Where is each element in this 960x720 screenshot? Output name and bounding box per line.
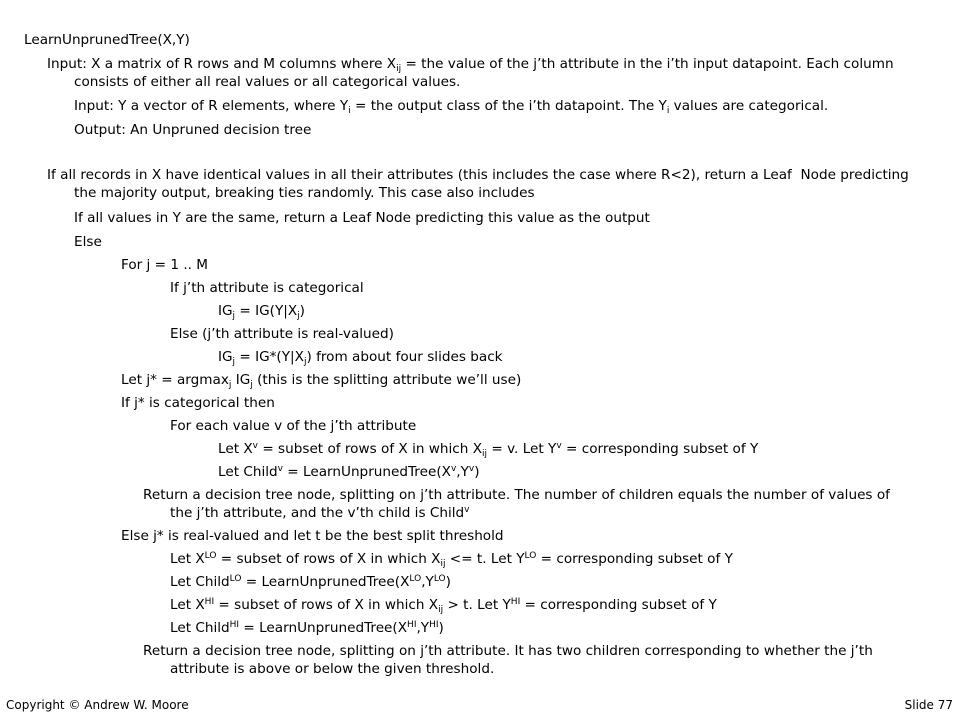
for-loop-line: For j = 1 .. M bbox=[121, 257, 209, 273]
ig-categorical-line: $IG_j = IG(Y|X_j)$ bbox=[218, 303, 305, 321]
subset-xlo-line: Let $X^{LO}$ = subset of rows of X in which $X_{ij} <= t$. Let $Y^{LO}$ = corresponding subset of Y bbox=[170, 551, 733, 569]
output-description: Output: An Unpruned decision tree bbox=[74, 122, 312, 138]
subset-xhi-line: Let $X^{HI}$ = subset of rows of X in which $X_{ij} > t$. Let $Y^{HI}$ = corresponding subset of Y bbox=[170, 597, 717, 615]
slide-number: Slide 77 bbox=[904, 698, 953, 712]
categorical-then-line: If j* is categorical then bbox=[121, 395, 275, 411]
input-y-description: Input: Y a vector of R elements, where $Y_i$ = the output class of the i’th datapoint. The $Y_i$ values are categorical. bbox=[74, 98, 829, 116]
identical-records-case: If all records in X have identical values in all their attributes (this includes the case where R<2), return a Leaf Node predicting the majority output, breaking ties randomly. This case also includes bbox=[47, 167, 909, 201]
argmax-line: Let j* = argmax$_j$ $IG_j$ (this is the splitting attribute we’ll use) bbox=[121, 372, 522, 390]
child-hi-line: Let Child$^{HI}$ = $LearnUnprunedTree(X^{HI},Y^{HI})$ bbox=[170, 620, 444, 636]
subset-xv-line: Let $X^v$ = subset of rows of X in which $X_{ij} = v$. Let $Y^v$ = corresponding subset of Y bbox=[218, 441, 759, 459]
copyright-footer: Copyright © Andrew W. Moore bbox=[6, 698, 189, 712]
pseudocode-title: LearnUnprunedTree(X,Y) bbox=[24, 32, 190, 48]
same-output-case: If all values in Y are the same, return a Leaf Node predicting this value as the output bbox=[74, 210, 650, 226]
ig-real-line: $IG_j = IG*(Y|X_j)$ from about four slides back bbox=[218, 349, 503, 367]
real-valued-check-line: Else (j’th attribute is real-valued) bbox=[170, 326, 394, 342]
return-real-node: Return a decision tree node, splitting on j’th attribute. It has two children corresponding to whether the j’th attribute is above or below the given threshold. bbox=[143, 643, 873, 677]
real-valued-else-line: Else j* is real-valued and let t be the best split threshold bbox=[121, 528, 504, 544]
input-x-description: Input: X a matrix of R rows and M columns where $X_{ij}$ = the value of the j’th attribute in the i’th input datapoint. Each column consists of either all real values or all categorical values. bbox=[47, 56, 894, 90]
return-categorical-node: Return a decision tree node, splitting on j’th attribute. The number of children equals the number of values of the j’th attribute, and the v’th child is Child$^v$ bbox=[143, 487, 890, 521]
child-lo-line: Let Child$^{LO}$ = $LearnUnprunedTree(X^{LO},Y^{LO})$ bbox=[170, 574, 451, 590]
else-line: Else bbox=[74, 234, 102, 250]
for-each-value-line: For each value v of the j’th attribute bbox=[170, 418, 417, 434]
child-v-line: Let Child$^v$ = $LearnUnprunedTree(X^v,Y^v)$ bbox=[218, 464, 480, 480]
categorical-check-line: If j’th attribute is categorical bbox=[170, 280, 364, 296]
